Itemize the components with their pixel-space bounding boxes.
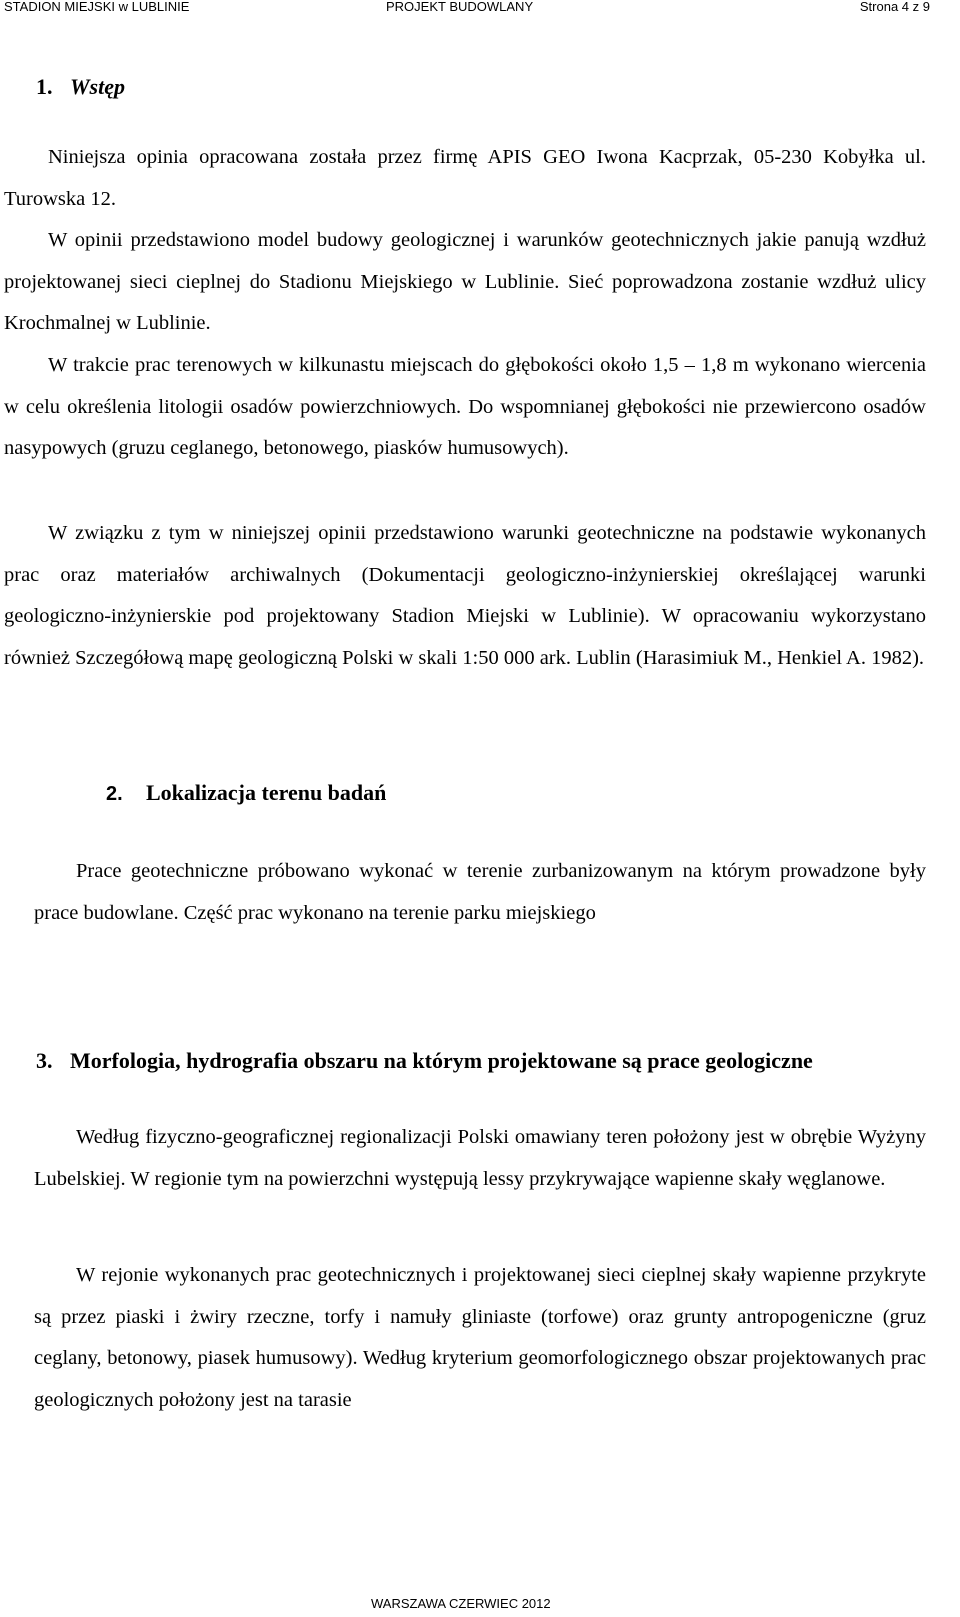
paragraph: W opinii przedstawiono model budowy geologicznej i warunków geotechnicznych jakie panują wzdłuż projektowanej sieci cieplnej do Stadionu Miejskiego w Lublinie. Sieć poprowadzona zostanie wzdłuż ulicy Krochmalnej w Lublinie. — [4, 229, 926, 334]
section-heading-1 — [36, 72, 125, 102]
section-number: 1. — [36, 74, 53, 99]
header-page-number: Strona 4 z 9 — [859, 0, 930, 14]
section-title: Morfologia, hydrografia obszaru na którym projektowane są prace geologiczne — [70, 1048, 813, 1073]
paragraph: Prace geotechniczne próbowano wykonać w terenie zurbanizowanym na którym prowadzone były prace budowlane. Część prac wykonano na terenie parku miejskiego — [34, 860, 926, 924]
section-title: Wstęp — [70, 74, 125, 99]
header-project-name: STADION MIEJSKI w LUBLINIE — [4, 0, 190, 14]
paragraph: W trakcie prac terenowych w kilkunastu miejscach do głębokości około 1,5 – 1,8 m wykonano wiercenia w celu określenia litologii osadów powierzchniowych. Do wspomnianej głębokości nie przewiercono osadów nasypowych (gruzu ceglanego, betonowego, piasków humusowych). — [4, 354, 926, 459]
header-document-type: PROJEKT BUDOWLANY — [386, 0, 534, 14]
section-title: Lokalizacja terenu badań — [146, 780, 387, 805]
section-heading-3 — [36, 1046, 813, 1076]
paragraph: W związku z tym w niniejszej opinii przedstawiono warunki geotechniczne na podstawie wykonanych prac oraz materiałów archiwalnych (Dokumentacji geologiczno-inżynierskiej określającej warunki geologiczno-inżynierskie pod projektowany Stadion Miejski w Lublinie). W opracowaniu wykorzystano również Szczegółową mapę geologiczną Polski w skali 1:50 000 ark. Lublin (Harasimiuk M., Henkiel A. 1982). — [4, 522, 926, 669]
section-number: 2. — [106, 783, 123, 805]
footer-text: WARSZAWA CZERWIEC 2012 — [371, 1596, 551, 1611]
section-heading-2 — [106, 778, 386, 809]
paragraph: Według fizyczno-geograficznej regionalizacji Polski omawiany teren położony jest w obrębie Wyżyny Lubelskiej. W regionie tym na powierzchni występują lessy przykrywające wapienne skały węglanowe. — [34, 1126, 926, 1190]
paragraph: W rejonie wykonanych prac geotechnicznych i projektowanej sieci cieplnej skały wapienne przykryte są przez piaski i żwiry rzeczne, torfy i namuły gliniaste (torfowe) oraz grunty antropogeniczne (gruz ceglany, betonowy, piasek humusowy). Według kryterium geomorfologicznego obszar projektowanych prac geologicznych położony jest na tarasie — [34, 1264, 926, 1411]
page-header — [0, 0, 960, 18]
section-number: 3. — [36, 1048, 53, 1073]
paragraph: Niniejsza opinia opracowana została przez firmę APIS GEO Iwona Kacprzak, 05-230 Kobyłka ul. Turowska 12. — [4, 146, 926, 210]
